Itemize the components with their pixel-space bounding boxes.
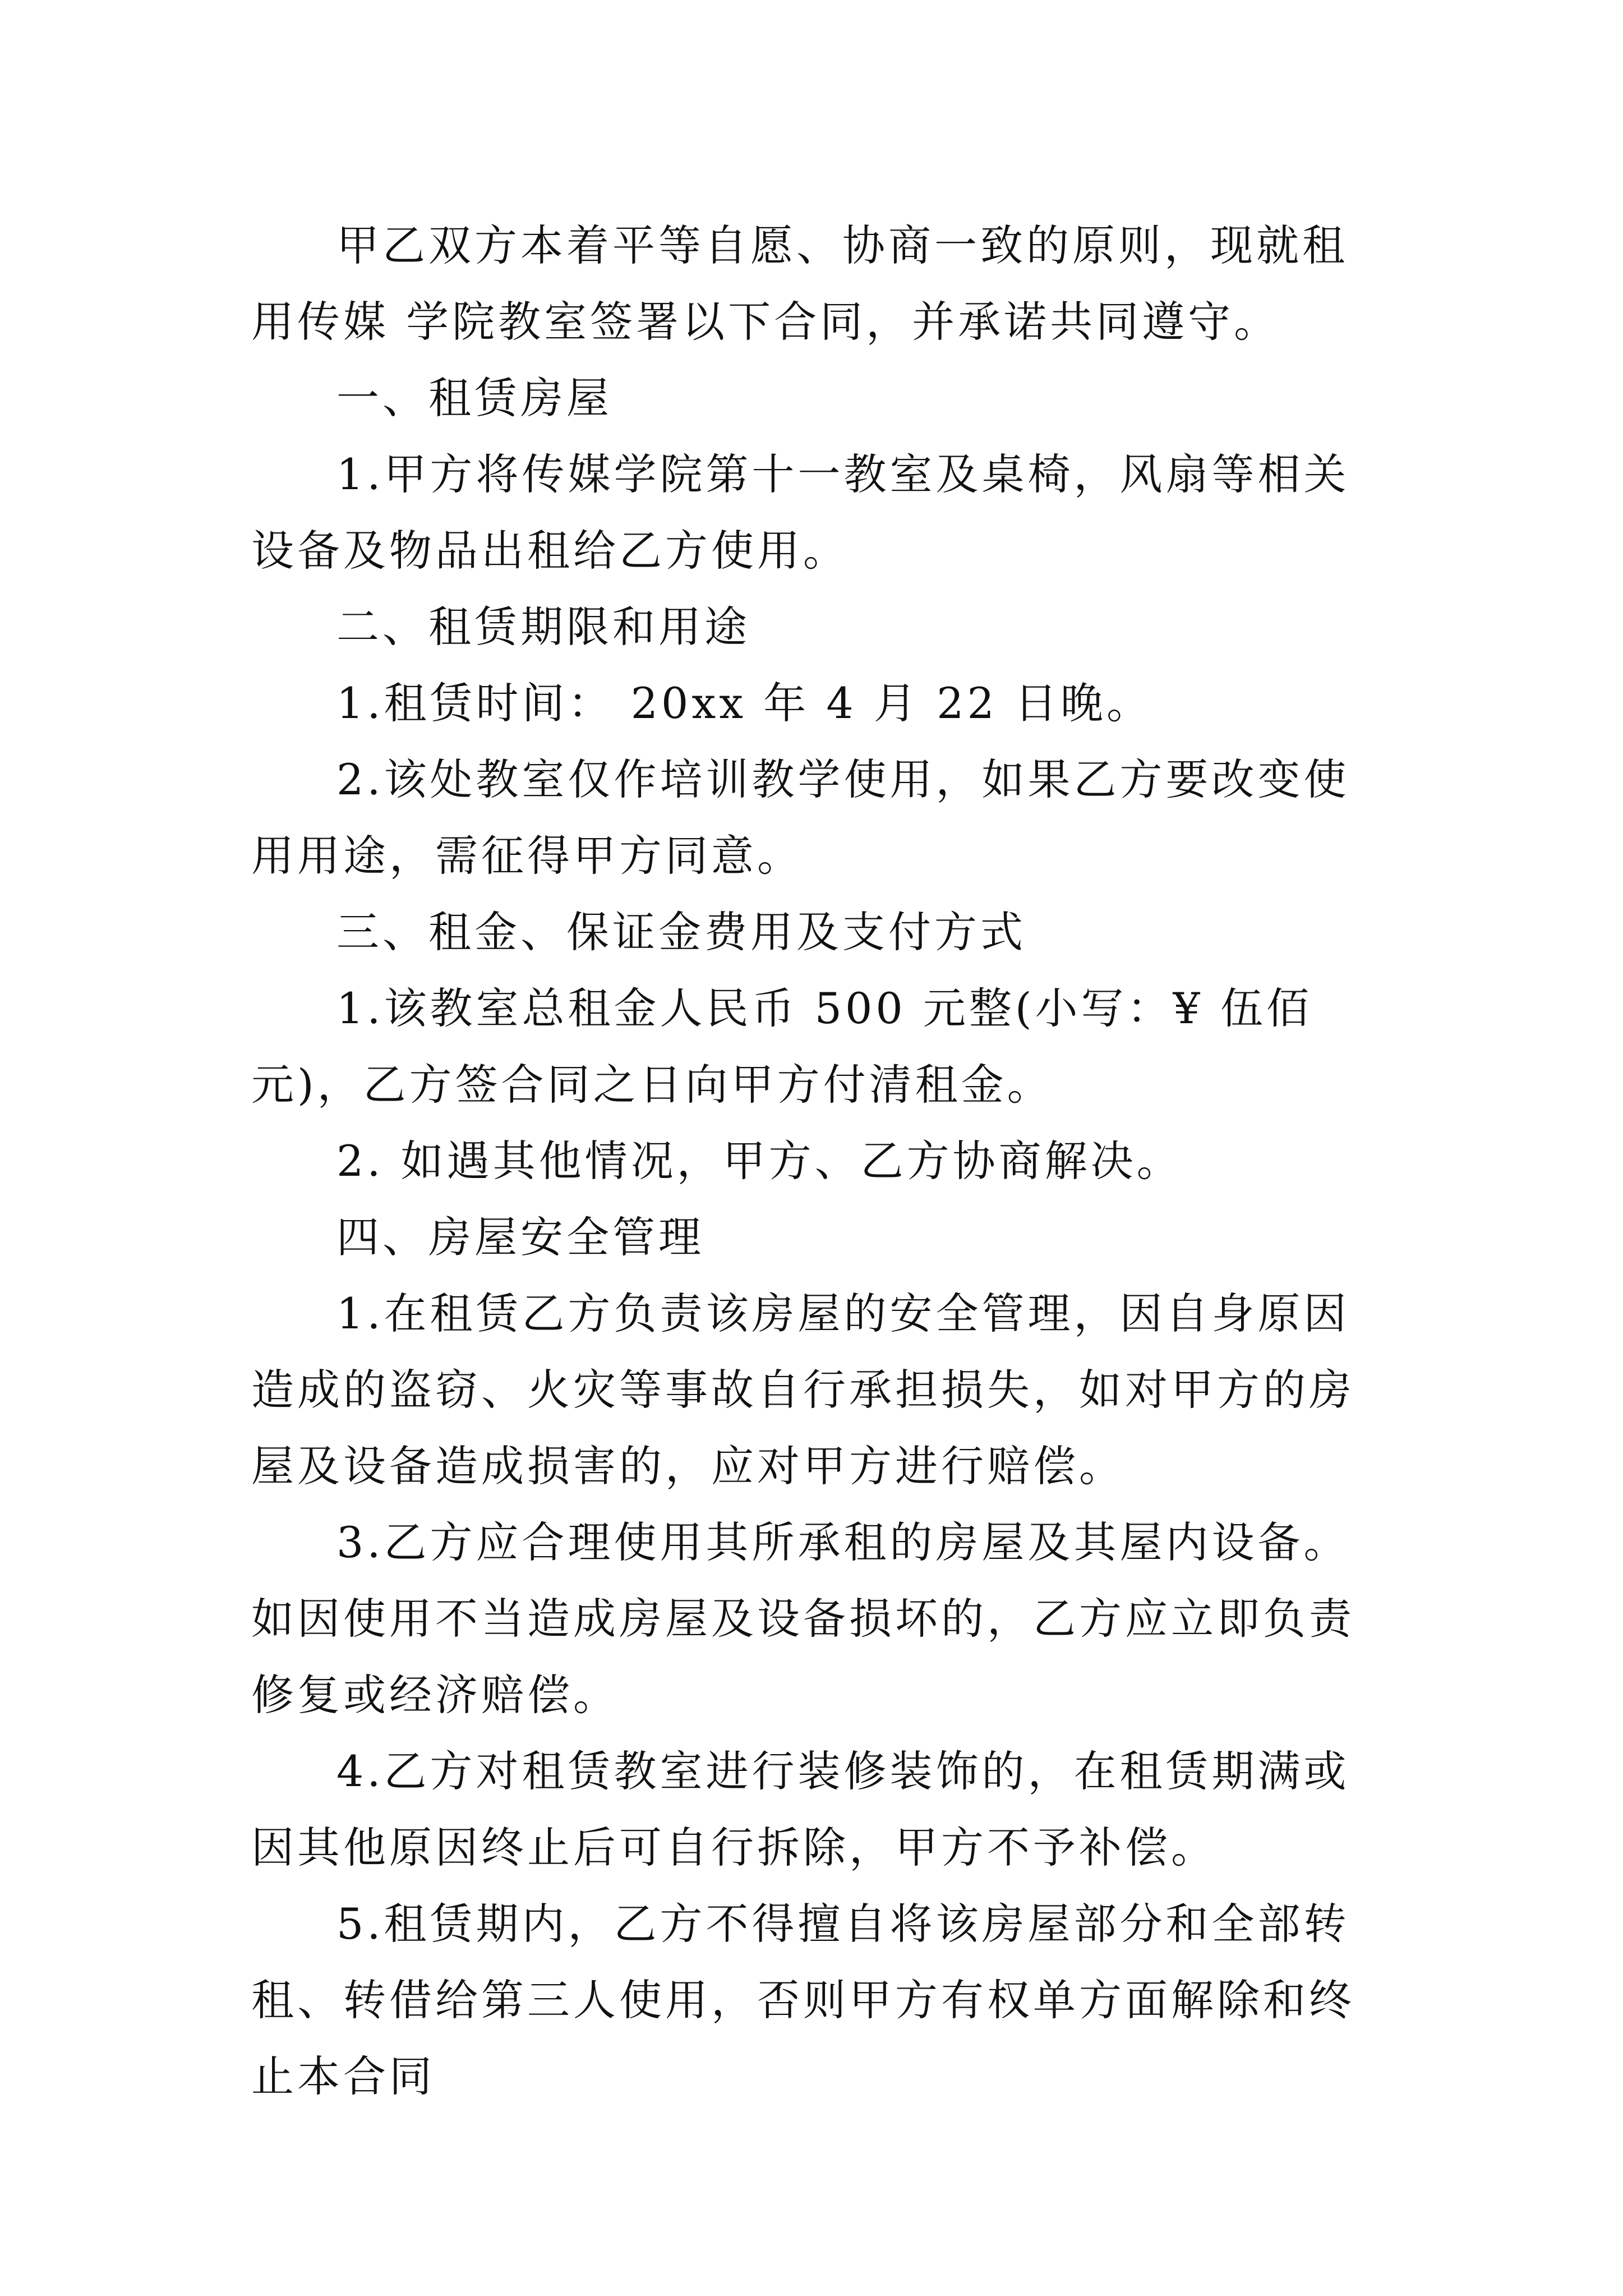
clause-paragraph: 2. 如遇其他情况，甲方、乙方协商解决。	[336, 1136, 1183, 1186]
intro-paragraph: 甲乙双方本着平等自愿、协商一致的原则，现就租用传媒 学院教室签署以下合同，并承诺共同遵守。	[251, 220, 1348, 347]
section-heading-lease-property: 一、租赁房屋	[336, 373, 612, 423]
clause-paragraph: 2.该处教室仅作培训教学使用，如果乙方要改变使用用途，需征得甲方同意。	[251, 754, 1350, 881]
clause-paragraph: 5.租赁期内，乙方不得擅自将该房屋部分和全部转租、转借给第三人使用，否则甲方有权单方面解除和终止本合同	[251, 1899, 1355, 2101]
section-heading-lease-term: 二、租赁期限和用途	[336, 602, 750, 652]
clause-paragraph: 1.甲方将传媒学院第十一教室及桌椅，风扇等相关设备及物品出租给乙方使用。	[251, 449, 1350, 576]
clause-paragraph: 1.该教室总租金人民币 500 元整(小写：¥ 伍佰 元)，乙方签合同之日向甲方付清租金。	[251, 983, 1313, 1110]
clause-paragraph: 1.租赁时间： 20xx 年 4 月 22 日晚。	[336, 678, 1152, 728]
section-heading-safety-management: 四、房屋安全管理	[336, 1212, 704, 1262]
contract-body	[251, 208, 1384, 2115]
clause-paragraph: 1.在租赁乙方负责该房屋的安全管理，因自身原因造成的盗窃、火灾等事故自行承担损失，如对甲方的房屋及设备造成损害的，应对甲方进行赔偿。	[251, 1289, 1355, 1491]
clause-paragraph: 4.乙方对租赁教室进行装修装饰的，在租赁期满或因其他原因终止后可自行拆除，甲方不予补偿。	[251, 1746, 1350, 1872]
clause-paragraph: 3.乙方应合理使用其所承租的房屋及其屋内设备。如因使用不当造成房屋及设备损坏的，乙方应立即负责修复或经济赔偿。	[251, 1517, 1355, 1720]
section-heading-rent-payment: 三、租金、保证金费用及支付方式	[336, 907, 1026, 957]
